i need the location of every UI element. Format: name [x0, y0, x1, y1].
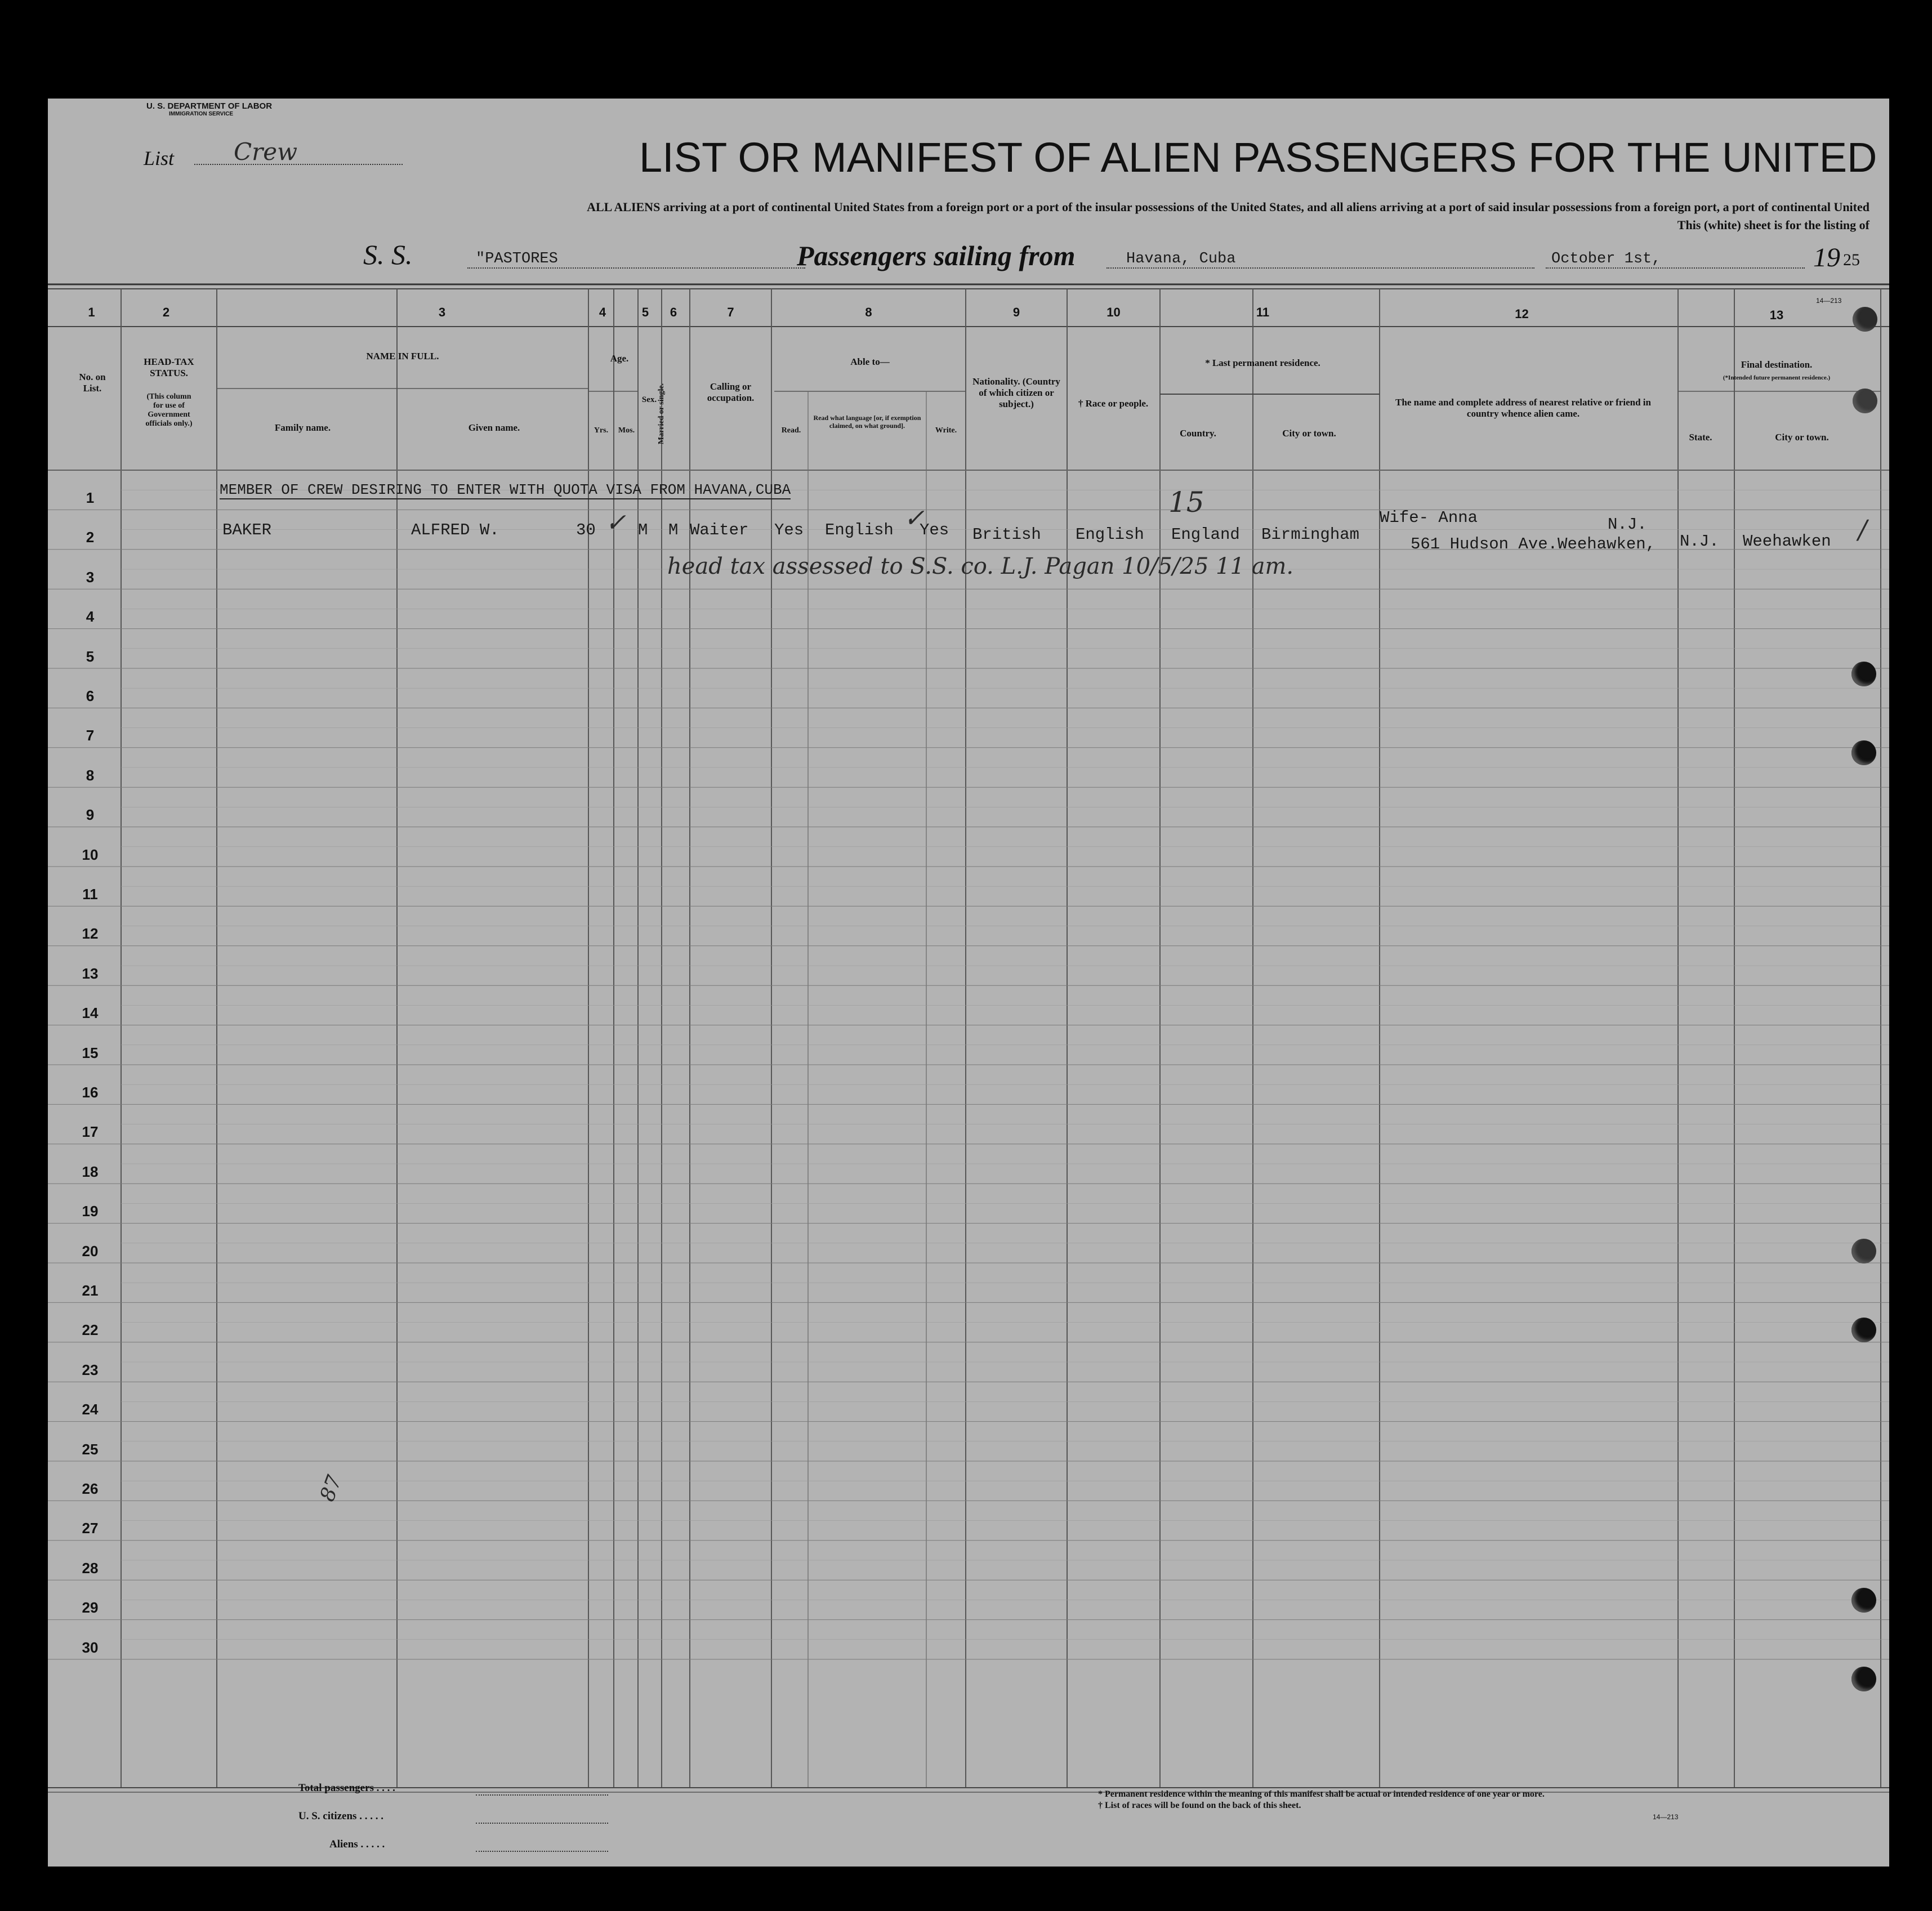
row-number: 10 [82, 846, 99, 863]
us-citizens-label: U. S. citizens . . . . . [298, 1810, 383, 1822]
row-number: 17 [82, 1123, 99, 1141]
can-read: Yes [774, 521, 804, 539]
list-underline [194, 162, 403, 165]
read-language-header: Read what language [or, if exemption claimed, on what ground]. [813, 414, 921, 430]
col-7-number: 7 [727, 305, 734, 319]
col-2-number: 2 [162, 305, 170, 319]
row-number: 26 [82, 1480, 99, 1497]
sailing-from: Havana, Cuba [1126, 251, 1236, 267]
punch-hole-icon [1851, 1318, 1876, 1342]
sailing-date: October 1st, [1551, 251, 1661, 267]
no-on-list-header: No. on List. [79, 372, 106, 394]
punch-hole-icon [1851, 740, 1876, 765]
sex: M [638, 521, 648, 539]
list-value: Crew [234, 138, 298, 166]
col-11-number: 11 [1256, 305, 1270, 319]
city: Birmingham [1261, 525, 1360, 544]
age-mos-header: Mos. [618, 426, 635, 435]
write-header: Write. [935, 426, 957, 435]
page-title: LIST OR MANIFEST OF ALIEN PASSENGERS FOR THE UNITED [639, 134, 1877, 181]
us-citizens-line [476, 1821, 608, 1824]
nationality-header: Nationality. (Country of which citizen or subject.) [972, 376, 1060, 409]
row-number: 21 [82, 1282, 99, 1299]
footnote-races: † List of races will be found on the back of this sheet. [1098, 1801, 1301, 1810]
sex-header: Sex. [641, 395, 657, 404]
ship-name: "PASTORES [476, 251, 558, 267]
row-number: 15 [82, 1044, 99, 1061]
row-number: 13 [82, 965, 99, 982]
row-number: 25 [82, 1440, 99, 1458]
given-name: ALFRED W. [411, 521, 499, 539]
age-header: Age. [610, 353, 629, 364]
relative-line-2: 561 Hudson Ave.Weehawken, [1411, 535, 1656, 553]
handwritten-head-tax-note: head tax assessed to S.S. co. L.J. Pagan 10/5/25 11 am. [667, 553, 1294, 579]
row-number: 3 [86, 568, 95, 586]
race-header: † Race or people. [1078, 398, 1149, 409]
row-number: 8 [86, 766, 95, 784]
row-number: 7 [86, 727, 95, 744]
form-code-top: 14—213 [1816, 297, 1842, 305]
row-number: 19 [82, 1203, 99, 1220]
aliens-label: Aliens . . . . . [329, 1838, 385, 1850]
col-8-number: 8 [865, 305, 872, 319]
country: England [1171, 525, 1240, 544]
row-number: 24 [82, 1401, 99, 1418]
country-header: Country. [1180, 428, 1216, 439]
subtitle-lead: ALL ALIENS [587, 200, 661, 214]
occupation: Waiter [690, 521, 749, 539]
relative-line-1: Wife- Anna [1380, 508, 1478, 527]
row-number: 4 [86, 608, 95, 626]
footnote-residence: * Permanent residence within the meaning of this manifest shall be actual or intended residence of one year or more. [1098, 1789, 1545, 1799]
row-number: 23 [82, 1361, 99, 1378]
punch-hole-icon [1851, 1667, 1876, 1691]
row-number: 29 [82, 1599, 99, 1617]
col-3-number: 3 [438, 305, 446, 319]
sailing-label: Passengers sailing from [797, 240, 1076, 271]
punch-hole-icon [1851, 1588, 1876, 1613]
row-number: 2 [86, 529, 95, 546]
form-code-bottom: 14—213 [1653, 1813, 1679, 1821]
given-name-header: Given name. [468, 422, 520, 433]
table-grid [48, 99, 1889, 1867]
dest-city-header: City or town. [1775, 432, 1829, 443]
row-number: 1 [86, 489, 95, 506]
aliens-line [476, 1850, 608, 1852]
list-label: List [144, 147, 175, 169]
row-number: 9 [86, 806, 95, 824]
family-name: BAKER [222, 521, 272, 539]
state-header: State. [1689, 432, 1712, 443]
col-13-number: 13 [1769, 308, 1784, 322]
col-6-number: 6 [670, 305, 677, 319]
row-number: 14 [82, 1004, 99, 1022]
row-number: 16 [82, 1084, 99, 1101]
total-passengers-line [476, 1793, 608, 1796]
crew-banner: MEMBER OF CREW DESIRING TO ENTER WITH QUOTA VISA FROM HAVANA,CUBA [220, 481, 791, 498]
subtitle-line-1 [282, 200, 1869, 215]
punch-hole-icon [1851, 1239, 1876, 1263]
calling-header: Calling or occupation. [707, 381, 755, 403]
family-name-header: Family name. [274, 422, 331, 433]
relative-header: The name and complete address of nearest relative or friend in country whence alien came. [1395, 397, 1651, 419]
year-prefix: 19 [1813, 243, 1840, 273]
destination-state: N.J. [1680, 532, 1719, 551]
city-header: City or town. [1282, 428, 1336, 439]
col-5-number: 5 [641, 305, 649, 319]
year-suffix: 25 [1843, 251, 1860, 269]
service-label: IMMIGRATION SERVICE [169, 111, 234, 117]
age-check-mark: ✓ [605, 508, 626, 537]
row-number: 5 [86, 648, 95, 665]
row-number: 22 [82, 1321, 99, 1339]
race: English [1076, 525, 1144, 544]
row-number: 20 [82, 1242, 99, 1260]
punch-hole-icon [1853, 307, 1877, 332]
final-destination-note: (*Intended future permanent residence.) [1723, 374, 1831, 381]
final-destination-header: Final destination. [1741, 359, 1813, 370]
handwritten-side-mark: 87 [315, 1472, 347, 1505]
punch-hole-icon [1853, 389, 1877, 413]
department-label: U. S. DEPARTMENT OF LABOR [146, 101, 273, 111]
nationality: British [972, 525, 1041, 544]
married-status: M [668, 521, 679, 539]
married-header: Married or single. [657, 383, 666, 445]
handwritten-country-mark: 15 [1168, 486, 1204, 519]
destination-check-mark: / [1858, 514, 1867, 544]
ss-label: S. S. [363, 239, 413, 270]
col-4-number: 4 [599, 305, 606, 319]
row-number: 30 [82, 1638, 99, 1656]
row-number: 11 [82, 886, 98, 903]
total-passengers-label: Total passengers . . . . [298, 1782, 395, 1794]
age-yrs-header: Yrs. [594, 426, 609, 435]
col-12-number: 12 [1515, 307, 1529, 321]
subtitle-text: arriving at a port of continental United States from a foreign port or a port of the insular possessions of the United States, and all aliens arriving at a port of said insular possessions from a foreign port, a port of continental United [663, 200, 1869, 214]
destination-city: Weehawken [1743, 532, 1831, 551]
language: English [825, 521, 894, 539]
col-1-number: 1 [88, 305, 95, 319]
manifest-sheet [48, 99, 1889, 1867]
can-write: Yes [920, 521, 949, 539]
name-in-full-header: NAME IN FULL. [366, 351, 439, 361]
head-tax-note: (This column for use of Government officials only.) [145, 392, 193, 428]
age-years: 30 [576, 521, 596, 539]
subtitle-line-2: This (white) sheet is for the listing of [1677, 218, 1869, 232]
last-residence-header: * Last permanent residence. [1205, 358, 1320, 368]
head-tax-header: HEAD-TAX STATUS. [144, 356, 194, 378]
row-number: 6 [86, 687, 95, 704]
read-header: Read. [781, 426, 801, 435]
row-number: 27 [82, 1520, 99, 1537]
relative-state: N.J. [1608, 515, 1647, 534]
row-number: 28 [82, 1559, 99, 1577]
language-check-mark: ✓ [904, 504, 925, 533]
row-number: 12 [82, 925, 99, 943]
able-to-header: Able to— [850, 356, 890, 367]
col-10-number: 10 [1106, 305, 1121, 319]
row-number: 18 [82, 1163, 99, 1180]
col-9-number: 9 [1012, 305, 1020, 319]
punch-hole-icon [1851, 662, 1876, 686]
